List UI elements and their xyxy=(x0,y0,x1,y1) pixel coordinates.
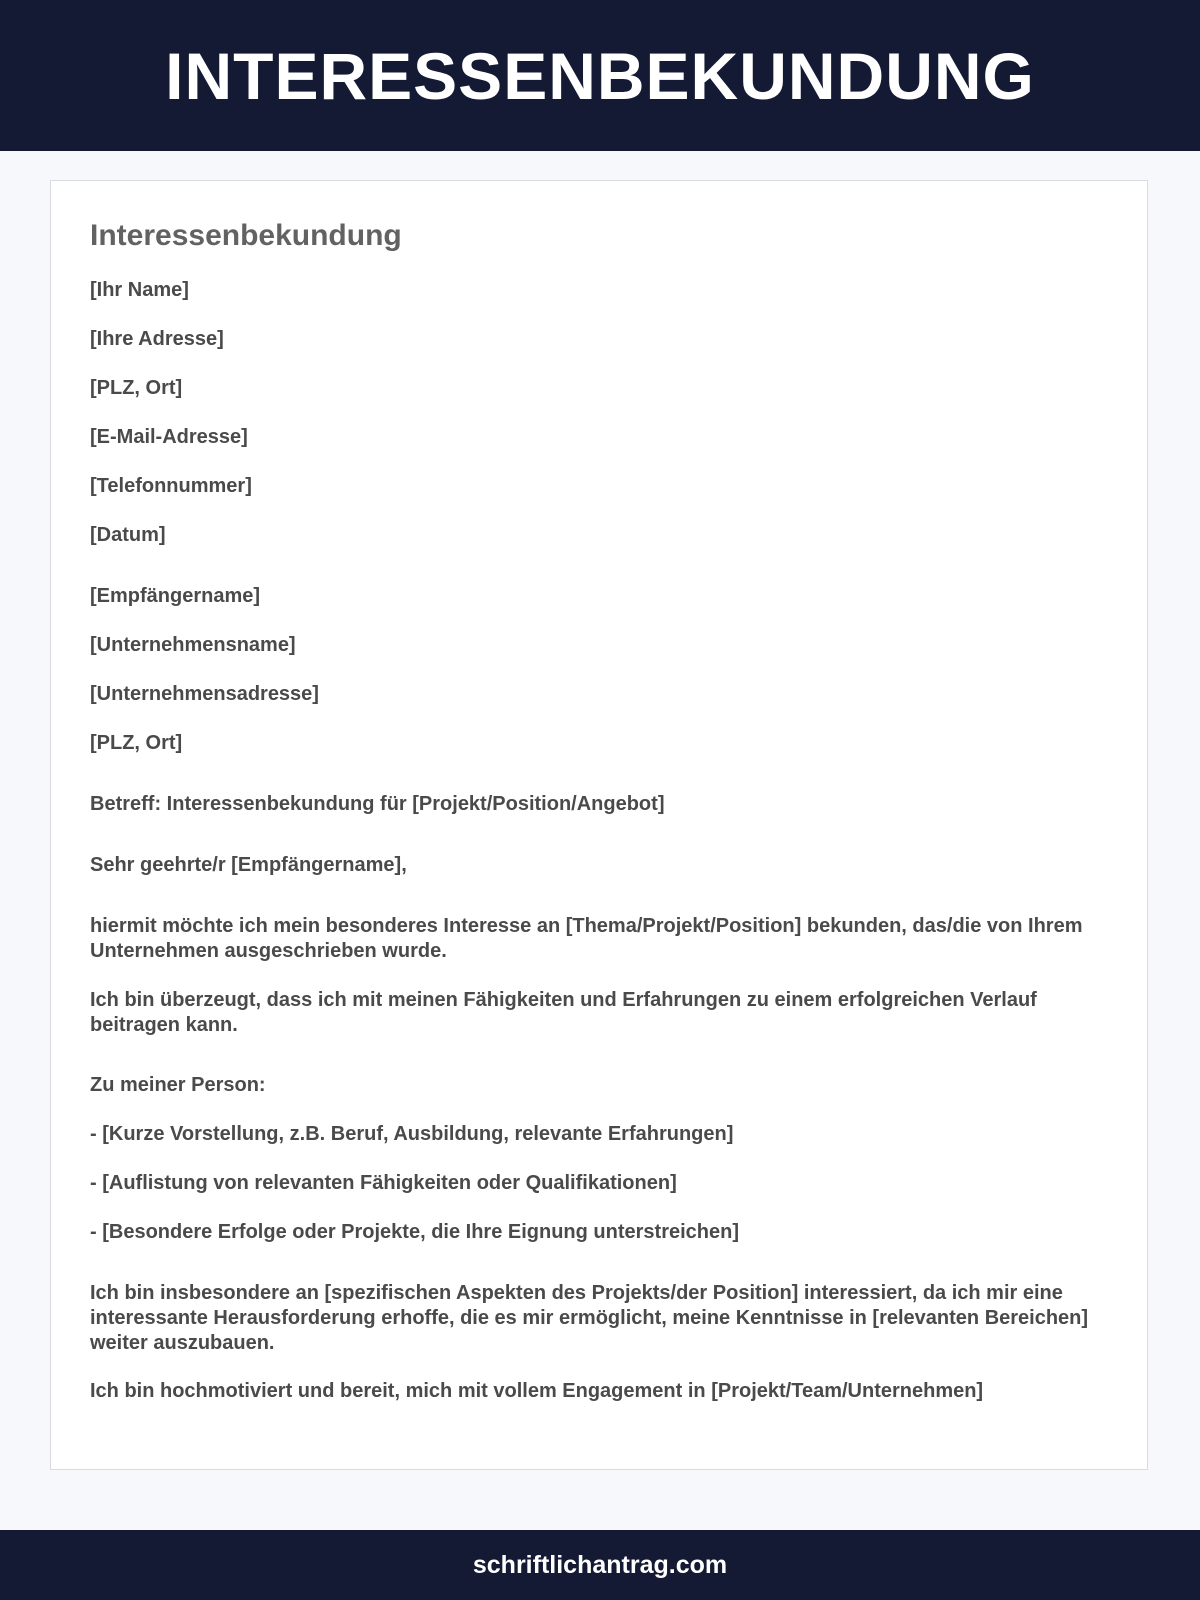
top-banner xyxy=(0,0,1200,151)
recipient-company: [Unternehmensname] xyxy=(90,634,296,656)
sender-address: [Ihre Adresse] xyxy=(90,328,224,350)
sender-zip-city: [PLZ, Ort] xyxy=(90,377,183,399)
recipient-company-address: [Unternehmensadresse] xyxy=(90,683,319,705)
bottom-footer xyxy=(0,1530,1200,1600)
motivation-paragraph: Ich bin hochmotiviert und bereit, mich mit vollem Engagement in [Projekt/Team/Unternehmen] xyxy=(90,1380,984,1402)
person-list-item: - [Besondere Erfolge oder Projekte, die Ihre Eignung unterstreichen] xyxy=(90,1221,740,1243)
sender-phone: [Telefonnummer] xyxy=(90,475,252,497)
letter-card xyxy=(50,180,1148,1470)
intro-paragraph: hiermit möchte ich mein besonderes Interesse an [Thema/Projekt/Position] bekunden, das/die von Ihrem Unternehmen ausgeschrieben wurde. xyxy=(90,915,1083,962)
conviction-paragraph: Ich bin überzeugt, dass ich mit meinen Fähigkeiten und Erfahrungen zu einem erfolgreichen Verlauf beitragen kann. xyxy=(90,989,1037,1036)
letter-date: [Datum] xyxy=(90,524,166,546)
person-heading: Zu meiner Person: xyxy=(90,1074,266,1096)
person-list-item: - [Kurze Vorstellung, z.B. Beruf, Ausbildung, relevante Erfahrungen] xyxy=(90,1123,734,1145)
document-title: Interessenbekundung xyxy=(90,219,402,252)
letter-salutation: Sehr geehrte/r [Empfängername], xyxy=(90,854,407,876)
letter-subject: Betreff: Interessenbekundung für [Projekt/Position/Angebot] xyxy=(90,793,665,815)
recipient-zip-city: [PLZ, Ort] xyxy=(90,732,183,754)
sender-email: [E-Mail-Adresse] xyxy=(90,426,248,448)
interest-paragraph: Ich bin insbesondere an [spezifischen Aspekten des Projekts/der Position] interessiert, da ich mir eine interessante Herausforderung erhoffe, die es mir ermöglicht, meine Kenntnisse in [relevanten Bereichen] weiter auszubauen. xyxy=(90,1282,1089,1354)
recipient-name: [Empfängername] xyxy=(90,585,261,607)
banner-title: INTERESSENBEKUNDUNG xyxy=(165,38,1035,113)
footer-site-link[interactable]: schriftlichantrag.com xyxy=(472,1550,728,1579)
sender-name: [Ihr Name] xyxy=(90,279,189,301)
person-list-item: - [Auflistung von relevanten Fähigkeiten oder Qualifikationen] xyxy=(90,1172,677,1194)
